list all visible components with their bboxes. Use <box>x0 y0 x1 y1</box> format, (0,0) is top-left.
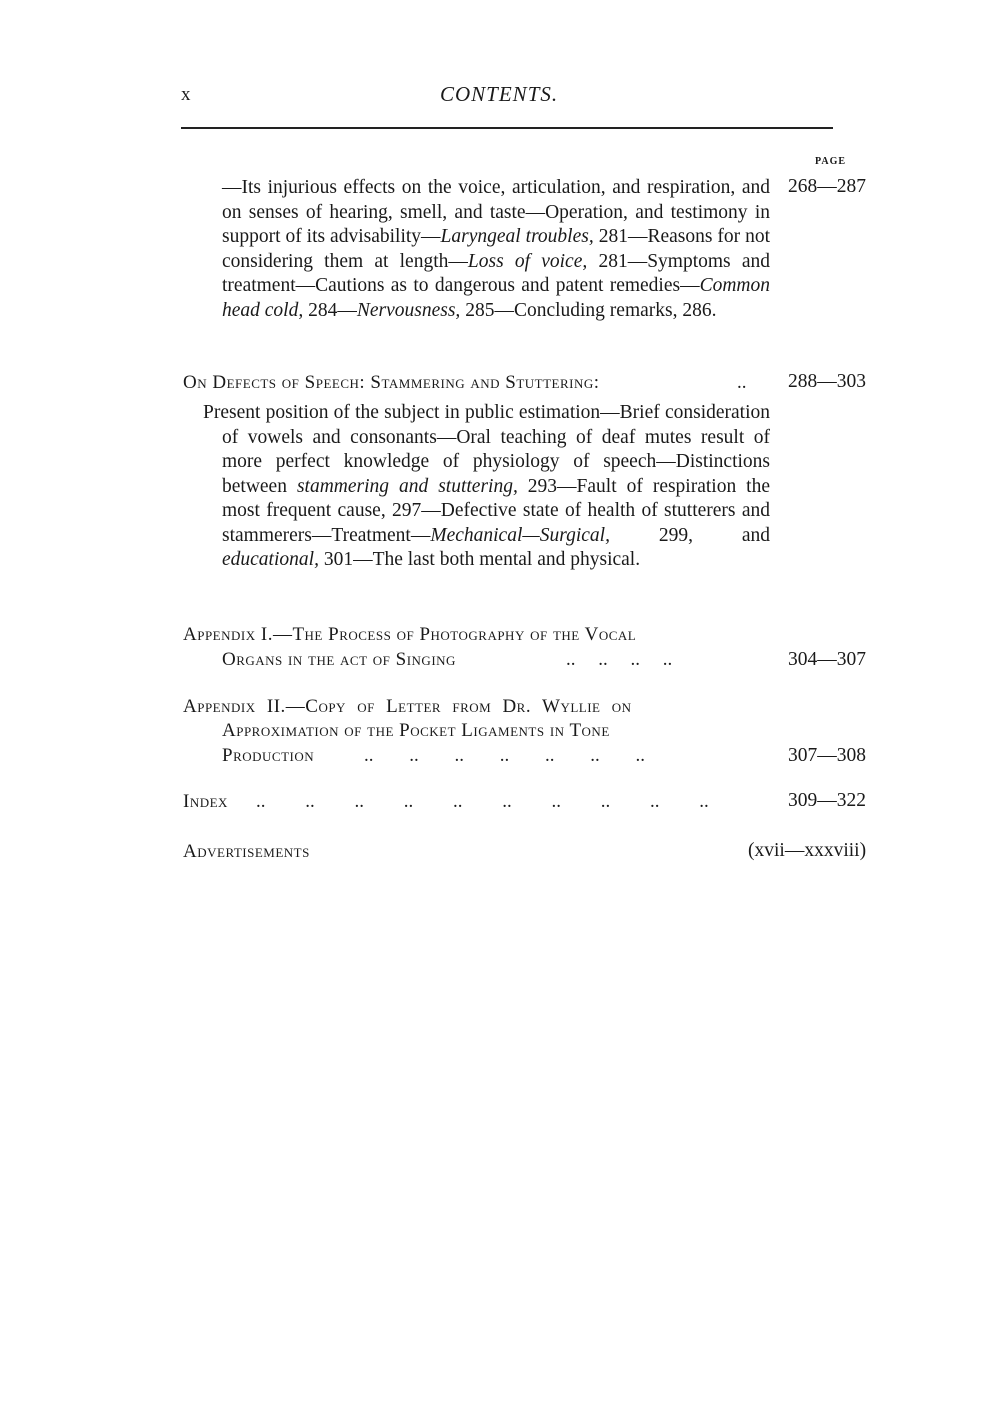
toc-leader-appendix-1: .. .. .. .. <box>566 649 673 670</box>
toc-heading-defects-of-speech: On Defects of Speech: Stammering and Stuttering: <box>183 372 600 393</box>
toc-leader-defects-of-speech: .. <box>737 372 747 393</box>
toc-heading-appendix-2-line-2: Approximation of the Pocket Ligaments in Tone <box>222 720 610 741</box>
toc-entry-continuation-pages: 268—287 <box>788 176 866 197</box>
toc-pages-appendix-2: 307—308 <box>788 745 866 766</box>
toc-heading-index: Index <box>183 791 228 812</box>
toc-pages-advertisements: (xvii—xxxviii) <box>748 840 867 861</box>
toc-heading-appendix-2-line-3: Production <box>222 745 315 766</box>
italic-phrase: stammering and stuttering, <box>296 475 518 497</box>
toc-entry-defects-of-speech-text <box>203 401 771 573</box>
text-run: 299, and <box>609 524 770 546</box>
text-run: 293—Fault of respiration the most frequent cause, 297—Defective state of health of stutterers and stammerers—Treatment— <box>222 475 771 546</box>
header-rule <box>181 127 833 129</box>
italic-phrase: Common head cold, <box>222 275 770 321</box>
text-run: 301—The last both mental and physical. <box>318 549 641 570</box>
text-run: —Its injurious effects on the voice, articulation, and respiration, and on senses of hearing, smell, and taste—Operation, and testimony in support of its advisability— <box>222 177 770 247</box>
toc-leader-appendix-2: .. .. .. .. .. .. .. <box>364 745 645 766</box>
toc-entry-continuation-text <box>222 176 770 323</box>
toc-pages-index: 309—322 <box>788 790 866 811</box>
toc-heading-appendix-1-line-2: Organs in the act of Singing <box>222 649 456 670</box>
text-run: 281—Reasons for not considering them at length— <box>222 226 771 272</box>
text-run: Present position of the subject in public estimation—Brief consideration of vowels and consonants—Oral teaching of deaf mutes result of more perfect knowledge of physiology of speech—Distinctions between <box>203 402 770 497</box>
toc-heading-advertisements: Advertisements <box>183 841 310 862</box>
toc-leader-index: .. .. .. .. .. .. .. .. .. .. <box>256 791 709 812</box>
page-folio: x <box>181 84 191 105</box>
italic-phrase: Mechanical—Surgical, <box>430 524 610 546</box>
italic-phrase: Loss of voice, <box>467 250 588 272</box>
running-title: CONTENTS. <box>440 82 559 106</box>
text-run: 285—Concluding remarks, 286. <box>460 299 717 321</box>
text-run: 281—Symptoms and treatment—Cautions as to dangerous and patent remedies— <box>222 250 770 296</box>
toc-pages-appendix-1: 304—307 <box>788 649 866 670</box>
italic-phrase: Laryngeal troubles, <box>440 226 594 247</box>
italic-phrase: educational, <box>222 549 319 570</box>
page-column-label: PAGE <box>815 156 847 167</box>
toc-heading-appendix-1-line-1: Appendix I.—The Process of Photography of the Vocal <box>183 624 637 645</box>
heading-text: On Defects of Speech: Stammering and Stuttering <box>183 372 594 393</box>
toc-heading-appendix-2-line-1: Appendix II.—Copy of Letter from Dr. Wyllie on <box>183 696 632 717</box>
toc-pages-defects-of-speech: 288—303 <box>788 371 866 392</box>
italic-phrase: Nervousness, <box>356 299 461 321</box>
text-run: 284— <box>303 299 357 321</box>
